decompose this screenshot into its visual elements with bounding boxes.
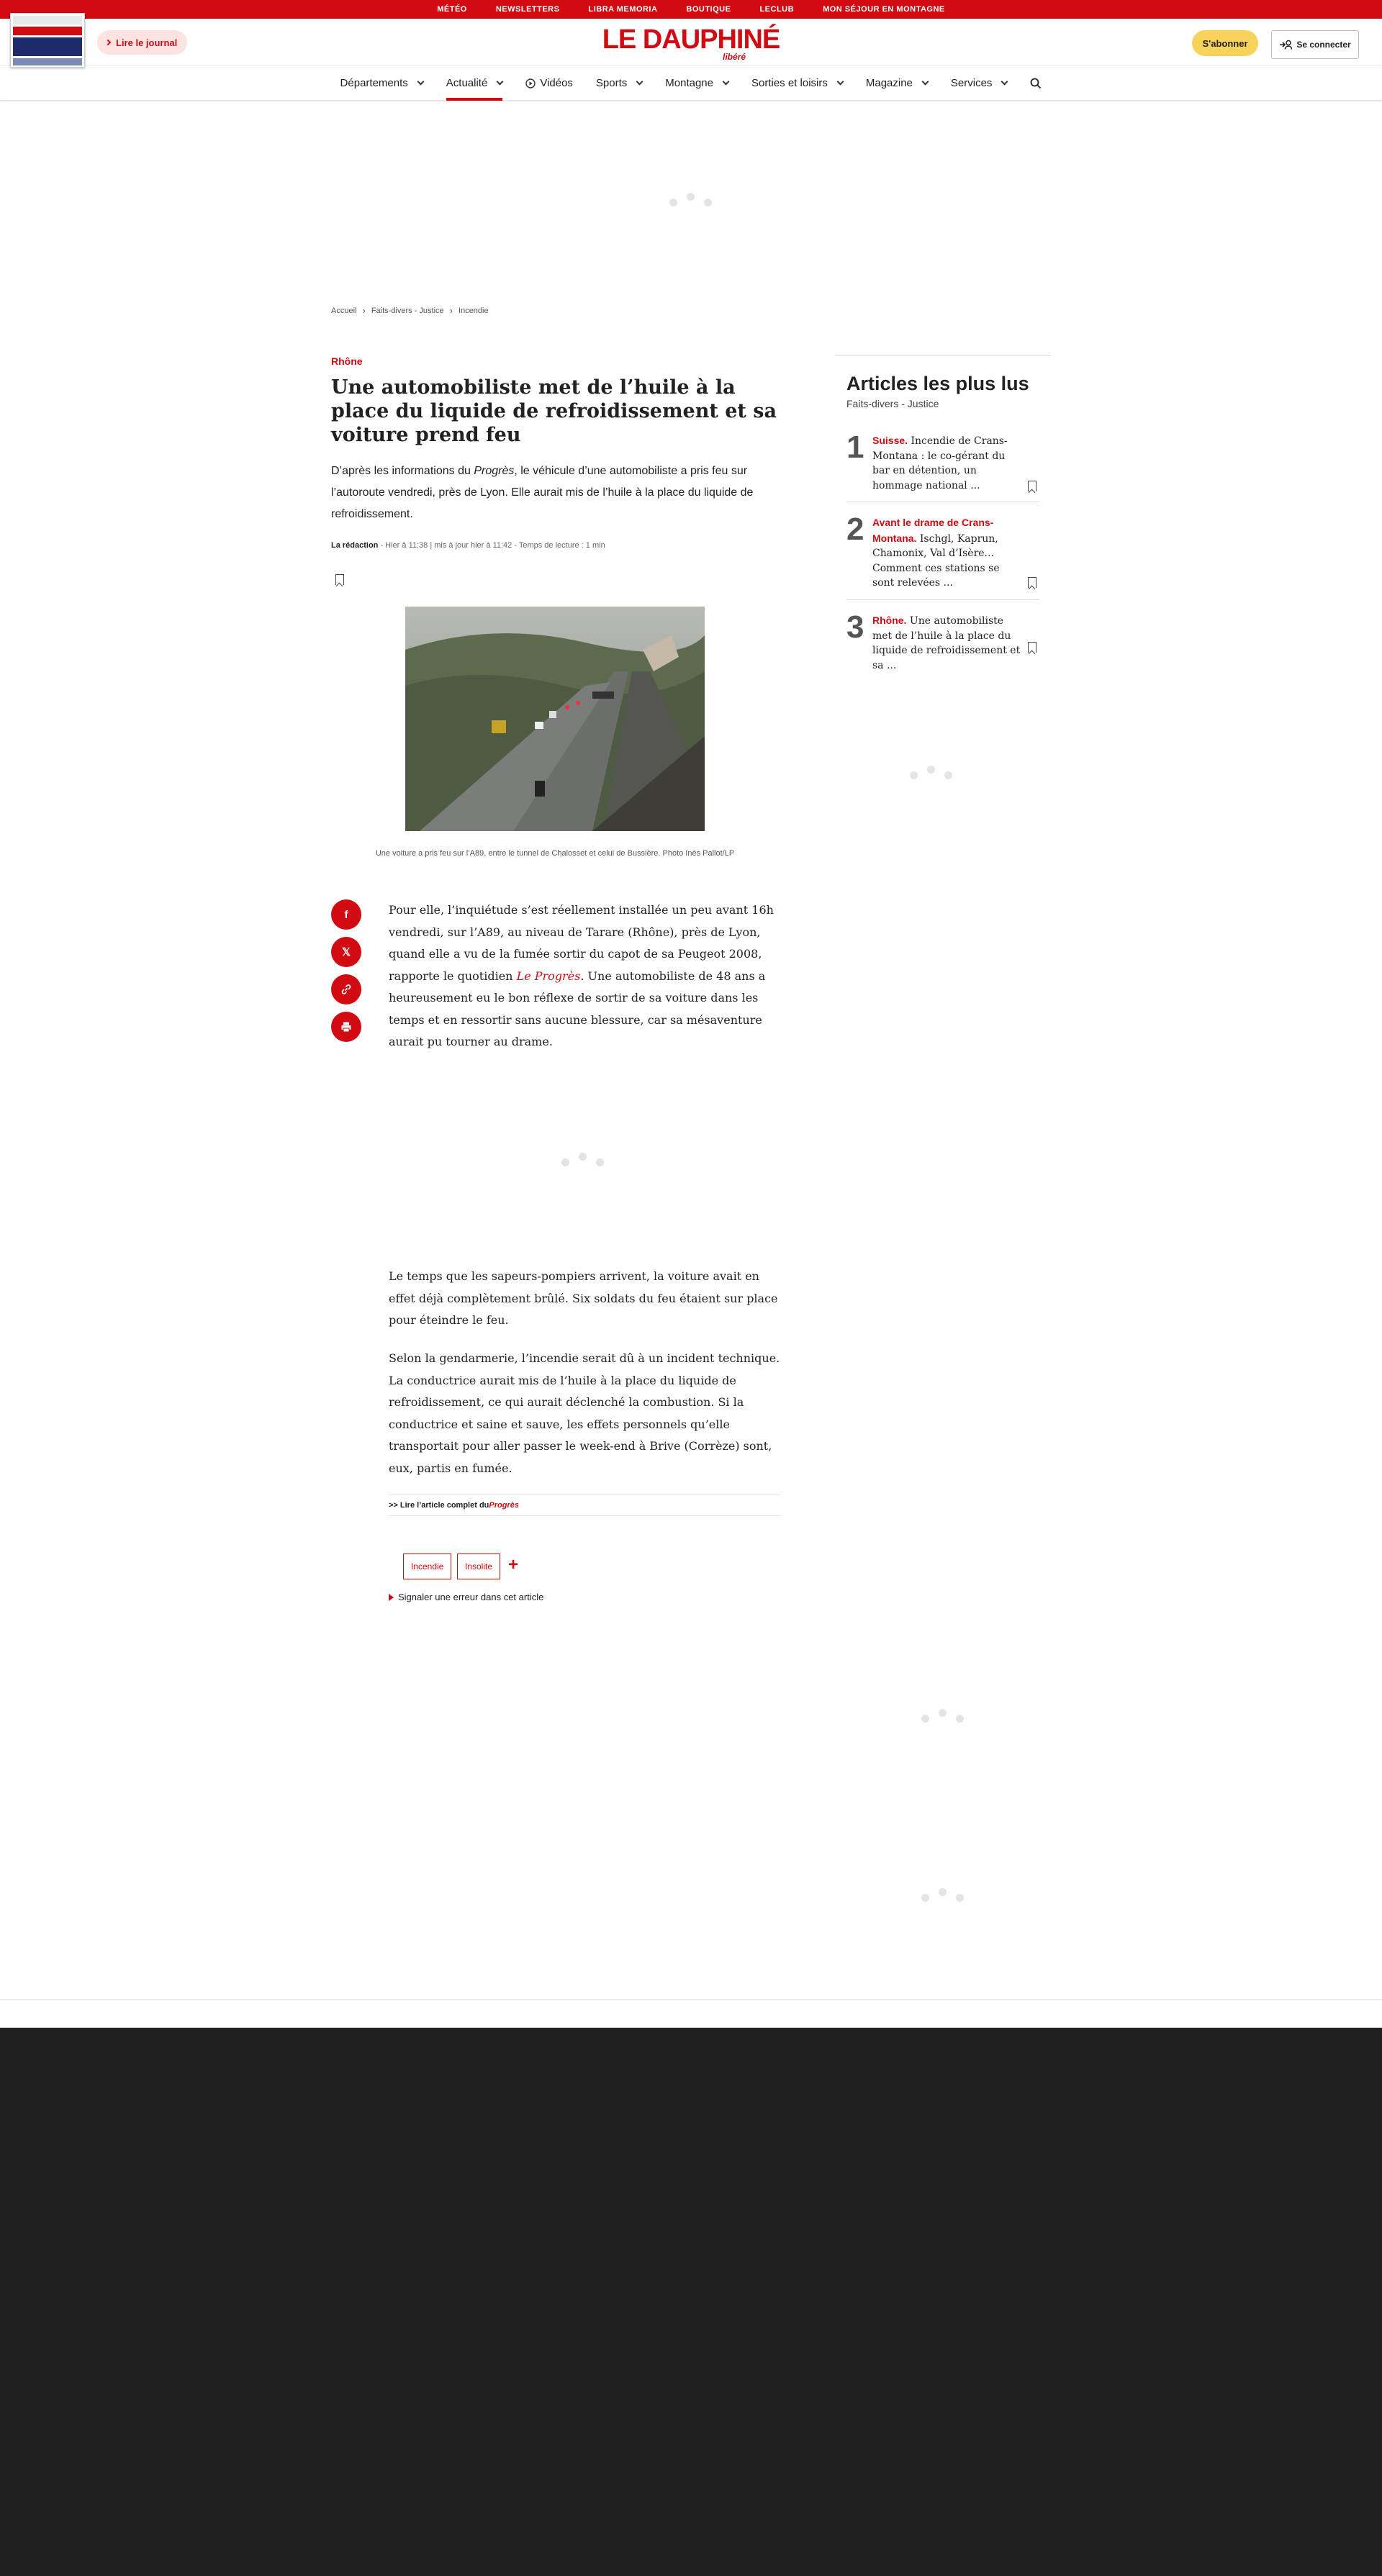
most-read-item-3[interactable] [846, 609, 1039, 671]
nav-label: Sports [595, 77, 628, 89]
chevron-right-icon: › [449, 305, 453, 316]
article-photo[interactable] [405, 607, 705, 831]
nav-label: Sorties et loisirs [751, 77, 828, 89]
photo-caption: Une voiture a pris feu sur l’A89, entre le tunnel de Chalosset et celui de Bussière. Photo Inès Pallot/LP [375, 849, 735, 858]
lire-journal-label: Lire le journal [116, 37, 178, 48]
nav-label: Départements [340, 77, 408, 89]
bookmark-icon[interactable] [1028, 577, 1036, 588]
search-icon [1030, 78, 1042, 89]
share-print-button[interactable] [331, 1012, 361, 1042]
topbar-link-meteo[interactable]: MÉTÉO [437, 5, 467, 14]
chevron-down-icon [636, 78, 643, 86]
nav-item-sorties-loisirs[interactable] [740, 66, 854, 101]
topbar-link-newsletters[interactable]: NEWSLETTERS [495, 5, 560, 14]
topbar-link-sejour-montagne[interactable]: MON SÉJOUR EN MONTAGNE [823, 5, 945, 14]
nav-item-services[interactable] [939, 66, 1019, 101]
share-x-button[interactable] [331, 937, 361, 967]
login-label: Se connecter [1296, 40, 1351, 50]
plus-icon[interactable]: + [508, 1555, 519, 1574]
chevron-right-icon [105, 40, 111, 45]
most-read-text: Rhône. Une automobiliste met de l’huile à la place du liquide de refroidissement et sa ... [872, 614, 1021, 671]
newspaper-thumbnail[interactable] [10, 13, 85, 68]
article-paragraph-2: Le temps que les sapeurs-pompiers arrivent, la voiture avait en effet déjà complètement brûlé. Six soldats du feu étaient sur place pour éteindre le feu. [389, 1269, 778, 1327]
article-author: La rédaction [331, 541, 379, 550]
bookmark-icon[interactable] [1028, 642, 1036, 653]
link-icon [340, 984, 352, 995]
article-kicker: Rhône [331, 355, 363, 367]
nav-item-actualite[interactable] [435, 66, 515, 101]
bookmark-icon[interactable] [335, 574, 344, 585]
report-label: Signaler une erreur dans cet article [398, 1592, 544, 1602]
ad-loader [561, 1153, 605, 1167]
nav-item-montagne[interactable] [654, 66, 740, 101]
article-paragraph-3: Selon la gendarmerie, l’incendie serait dû à un incident technique. La conductrice aurait mis de l’huile à la place du liquide de refroidissement, ce qui aurait déclenché la combustion. Si la conductrice et saine et sauve, les effets personnels qu’elle transportait pour aller passer le week-end à Brive (Corrèze) sont, eux, partis en fumée. [389, 1351, 780, 1475]
site-header [0, 19, 1382, 66]
progres-readmore-link[interactable]: Progrès [489, 1501, 519, 1510]
most-read-text: Avant le drame de Crans-Montana. Ischgl, Kaprun, Chamonix, Val d’Isère... Comment ces stations se sont relevées ... [872, 517, 1000, 589]
facebook-icon: f [344, 908, 348, 921]
chevron-down-icon [1001, 78, 1008, 86]
most-read-title: Articles les plus lus [846, 373, 1029, 394]
most-read-subtitle: Faits-divers - Justice [846, 398, 939, 409]
most-read-rank: 3 [846, 609, 864, 645]
most-read-text: Suisse. Incendie de Crans-Montana : le co-gérant du bar en détention, un hommage national ... [872, 435, 1008, 491]
login-button[interactable] [1271, 30, 1359, 59]
nav-item-videos[interactable] [514, 66, 584, 101]
article-title: Une automobiliste met de l’huile à la place du liquide de refroidissement et sa voiture prend feu [331, 376, 777, 446]
triangle-right-icon [389, 1594, 394, 1601]
lire-journal-button[interactable] [97, 30, 187, 55]
article-dates: - Hier à 11:38 | mis à jour hier à 11:42 - Temps de lecture : 1 min [378, 541, 605, 550]
chevron-down-icon [723, 78, 730, 86]
top-bar [0, 0, 1382, 19]
highway-photo-illustration [405, 607, 705, 831]
nav-label: Montagne [665, 77, 713, 89]
most-read-rank: 1 [846, 430, 864, 465]
topbar-link-leclub[interactable]: LECLUB [759, 5, 795, 14]
le-progres-link[interactable]: Le Progrès [516, 969, 581, 983]
chevron-down-icon [497, 78, 504, 86]
most-read-item-2[interactable] [846, 514, 1039, 600]
chevron-down-icon [921, 78, 929, 86]
topbar-link-libra-memoria[interactable]: LIBRA MEMORIA [588, 5, 658, 14]
ad-loader [910, 766, 953, 780]
print-icon [340, 1021, 352, 1033]
nav-label: Vidéos [540, 77, 573, 89]
ad-loader [921, 1888, 965, 1902]
tag-incendie[interactable]: Incendie [403, 1554, 451, 1579]
topbar-link-boutique[interactable]: BOUTIQUE [686, 5, 731, 14]
logo-sub-text: libéré [722, 52, 746, 62]
breadcrumb [331, 305, 489, 316]
chevron-down-icon [417, 78, 424, 86]
search-button[interactable] [1019, 66, 1053, 101]
ad-loader [669, 193, 713, 207]
play-circle-icon [525, 78, 536, 89]
chevron-right-icon: › [362, 305, 366, 316]
breadcrumb-subcategory[interactable]: Incendie [459, 306, 489, 315]
x-icon: 𝕏 [341, 946, 351, 958]
nav-item-sports[interactable] [584, 66, 654, 101]
logo-main-text: LE DAUPHINÉ [602, 24, 780, 55]
site-footer [0, 2028, 1382, 2576]
nav-item-magazine[interactable] [854, 66, 939, 101]
report-error-link[interactable] [389, 1592, 543, 1602]
main-nav [0, 66, 1382, 101]
read-full-article: >> Lire l’article complet du Progrès [389, 1495, 780, 1516]
footer-divider [0, 1999, 1382, 2000]
most-read-rank: 2 [846, 512, 864, 547]
breadcrumb-category[interactable]: Faits-divers - Justice [371, 306, 444, 315]
breadcrumb-home[interactable]: Accueil [331, 306, 357, 315]
nav-label: Services [950, 77, 993, 89]
share-link-button[interactable] [331, 974, 361, 1004]
most-read-item-1[interactable] [846, 432, 1039, 502]
nav-label: Actualité [446, 77, 488, 89]
article-meta [331, 541, 605, 550]
most-read-divider [835, 355, 1051, 356]
tag-insolite[interactable]: Insolite [457, 1554, 500, 1579]
nav-item-departements[interactable] [329, 66, 435, 101]
article-chapo: D’après les informations du Progrès, le véhicule d’une automobiliste a pris feu sur l’autoroute vendredi, près de Lyon. Elle aurait mis de l’huile à la place du liquide de refroidissement. [331, 465, 754, 520]
bookmark-icon[interactable] [1028, 481, 1036, 491]
chevron-down-icon [836, 78, 844, 86]
nav-label: Magazine [865, 77, 913, 89]
article-paragraph-1: Pour elle, l’inquiétude s’est réellement installée un peu avant 16h vendredi, sur l’A89, au niveau de Tarare (Rhône), près de Lyon, quand elle a vu de la fumée sortir du capot de sa Peugeot 2008, rapporte le quotidien Le Progrès. Une automobiliste de 48 ans a heureusement eu le bon réflexe de sortir de sa voiture dans les temps et en ressortir sans aucune blessure, car sa mésaventure aurait pu tourner au drame. [389, 903, 774, 1048]
ad-loader [921, 1709, 965, 1723]
site-logo[interactable] [0, 26, 1382, 60]
share-facebook-button[interactable] [331, 899, 361, 930]
user-login-icon [1279, 40, 1292, 50]
subscribe-button[interactable]: S'abonner [1192, 30, 1258, 56]
